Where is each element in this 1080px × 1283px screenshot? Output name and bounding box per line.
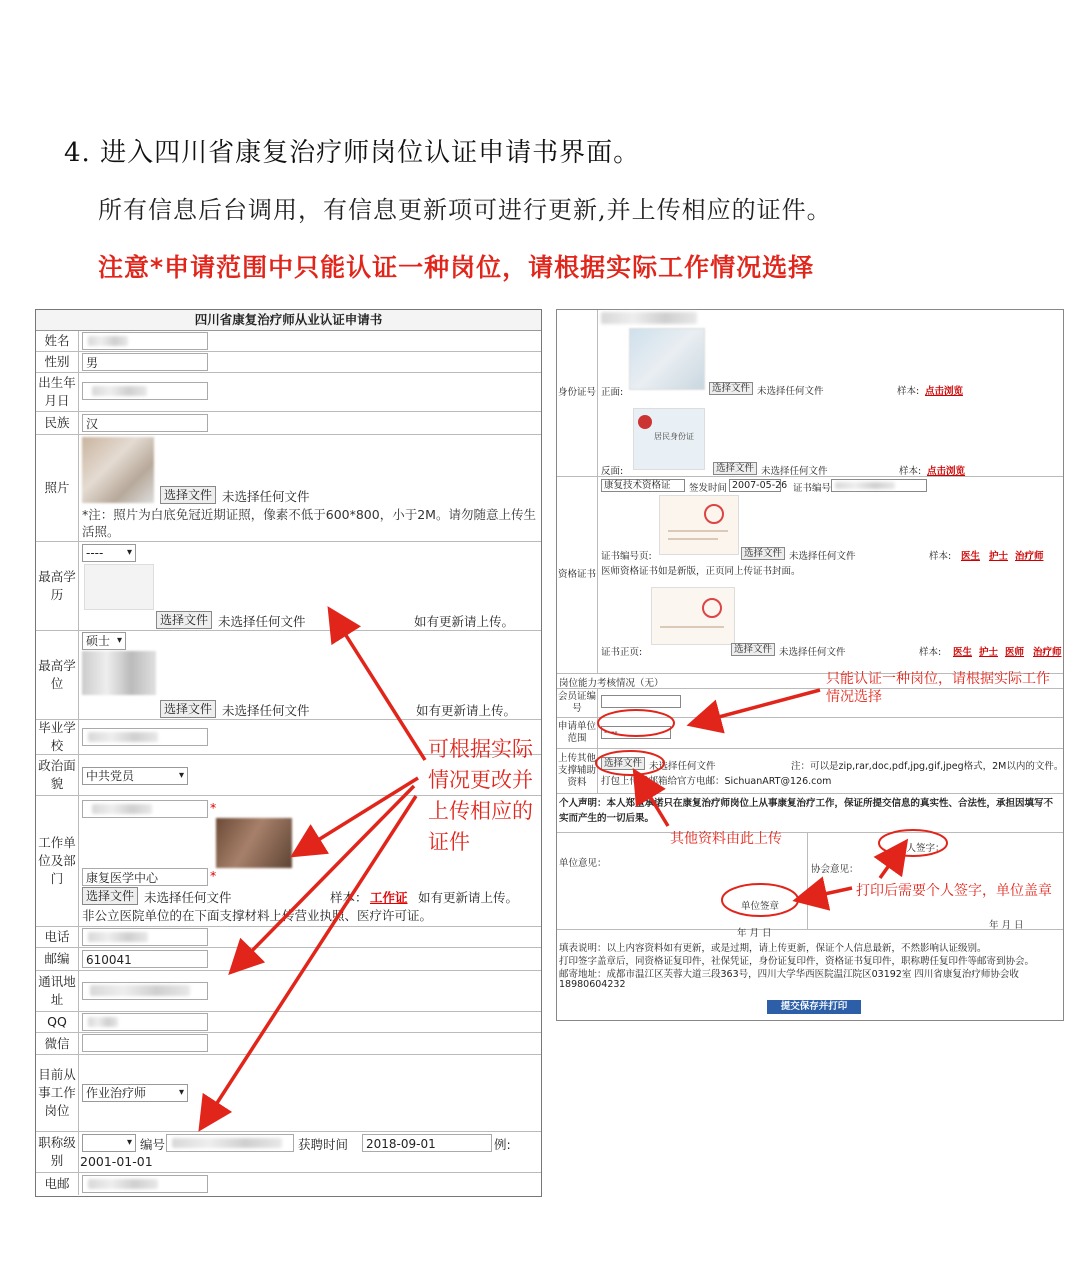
id-back-view-link[interactable]: 点击浏览 [927, 466, 966, 477]
label-id-number: 身份证号 [557, 310, 598, 476]
row-education [36, 542, 541, 631]
cert-page-sample-label: 样本: [929, 551, 952, 562]
sign-time-input[interactable]: 2007-05-26 [729, 479, 781, 492]
upload-no-file: 未选择任何文件 [649, 761, 716, 772]
label-gender: 性别 [36, 352, 79, 372]
label-position: 目前从事工作岗位 [36, 1055, 79, 1131]
obtain-time-input[interactable]: 2018-09-01 [362, 1134, 492, 1152]
cert-main-file-button[interactable]: 选择文件 [731, 643, 775, 656]
personal-sign-label: 个人签字： [897, 843, 945, 854]
submit-print-button[interactable]: 提交保存并打印 [767, 1000, 861, 1014]
fill-note-3: 邮寄地址：成都市温江区芙蓉大道三段363号，四川大学华西医院温江院区03192室 四川省康复治疗师协会收 [559, 969, 1019, 980]
label-email: 电邮 [36, 1173, 79, 1195]
step-number: 4. [64, 138, 91, 168]
step-title-text: 进入四川省康复治疗师岗位认证申请书界面。 [100, 138, 641, 168]
annotation-line-3: 上传相应的 [428, 799, 533, 823]
obtain-time-label: 获聘时间 [298, 1137, 349, 1152]
work-card-preview [216, 818, 292, 868]
annotation-update-hint [428, 734, 533, 858]
unit-stamp-label: 单位签章 [741, 901, 780, 912]
row-address [36, 971, 541, 1012]
row-qq [36, 1012, 541, 1033]
row-birth [36, 373, 541, 412]
postcode-input[interactable]: 610041 [82, 950, 208, 968]
label-name: 姓名 [36, 331, 79, 351]
member-input[interactable] [601, 695, 681, 708]
sample-link-nurse[interactable]: 护士 [989, 551, 1009, 562]
work-unit-update-hint: 如有更新请上传。 [418, 890, 519, 905]
work-unit-file-button[interactable]: 选择文件 [82, 887, 138, 905]
cert-main-label: 证书正页: [601, 647, 643, 658]
work-unit-no-file: 未选择任何文件 [144, 890, 232, 905]
unit-date: 年 月 日 [737, 928, 772, 939]
label-school: 毕业学校 [36, 720, 79, 754]
sample2-link-physician[interactable]: 医师 [1005, 647, 1025, 658]
degree-file-button[interactable]: 选择文件 [160, 700, 216, 718]
sample-link-doctor[interactable]: 医生 [961, 551, 981, 562]
annotation-line-4: 证件 [428, 830, 470, 854]
wechat-input[interactable] [82, 1034, 208, 1052]
label-upload: 上传其他支撑辅助资料 [557, 749, 598, 793]
declaration-text: 个人声明：本人郑重承诺只在康复治疗师岗位上从事康复治疗工作，保证所提交信息的真实性、合法性，承担因填写不实而产生的一切后果。 [559, 798, 1054, 824]
education-select[interactable]: ---- ▾ [82, 544, 136, 562]
back-label: 反面: [601, 466, 624, 477]
id-front-preview [629, 328, 705, 390]
row-qualification [557, 477, 1063, 674]
notice-text: 注意*申请范围中只能认证一种岗位，请根据实际工作情况选择 [98, 253, 815, 282]
degree-no-file: 未选择任何文件 [222, 703, 310, 718]
fill-note-4: 18980604232 [559, 979, 626, 990]
id-back-preview [633, 408, 705, 470]
label-member: 会员证编号 [557, 689, 598, 717]
cert-page-label: 证书编号页: [601, 551, 652, 562]
department-input[interactable]: 康复医学中心 [82, 868, 208, 886]
label-scope: 申请单位范围 [557, 718, 598, 748]
label-degree: 最高学位 [36, 631, 79, 719]
title-level-select[interactable] [82, 1134, 136, 1152]
cert-main-sample-label: 样本: [919, 647, 942, 658]
required-mark-icon-2: * [210, 868, 217, 883]
step-title [64, 132, 640, 169]
label-political: 政治面貌 [36, 755, 79, 795]
photo-no-file: 未选择任何文件 [222, 489, 310, 504]
required-mark-icon: * [210, 800, 217, 815]
id-card-text: 居民身份证 [654, 432, 694, 441]
label-birth: 出生年月日 [36, 373, 79, 411]
photo-note: *注：照片为白底免冠近期证照，像素不低于600*800，小于2M。请勿随意上传生活照。 [82, 507, 536, 539]
row-degree [36, 631, 541, 720]
label-address: 通讯地址 [36, 971, 79, 1011]
row-phone [36, 927, 541, 948]
annotation-one-position-1: 只能认证一种岗位，请根据实际工作 [826, 671, 1050, 687]
label-education: 最高学历 [36, 542, 79, 630]
row-id-card [557, 310, 1063, 477]
label-wechat: 微信 [36, 1033, 79, 1054]
row-postcode [36, 948, 541, 971]
row-email [36, 1173, 541, 1195]
annotation-line-2: 情况更改并 [428, 768, 533, 792]
gender-input[interactable]: 男 [82, 353, 208, 371]
example-label: 例: [494, 1137, 511, 1152]
front-label: 正面: [601, 387, 624, 398]
row-ethnic [36, 412, 541, 435]
sample2-link-nurse[interactable]: 护士 [979, 647, 999, 658]
id-front-no-file: 未选择任何文件 [757, 386, 824, 397]
assoc-date: 年 月 日 [989, 920, 1024, 931]
label-postcode: 邮编 [36, 948, 79, 970]
cert-page-no-file: 未选择任何文件 [789, 551, 856, 562]
education-no-file: 未选择任何文件 [218, 614, 306, 629]
label-phone: 电话 [36, 927, 79, 947]
form-title: 四川省康复治疗师从业认证申请书 [36, 310, 541, 331]
work-unit-sample-label: 样本： [330, 890, 368, 905]
row-wechat [36, 1033, 541, 1055]
cert-page-file-button[interactable]: 选择文件 [741, 547, 785, 560]
cert-main-preview [651, 587, 735, 645]
annotation-one-position-2: 情况选择 [826, 689, 882, 705]
ability-label: 岗位能力考核情况（无） [559, 678, 664, 689]
label-title-level: 职称级别 [36, 1132, 79, 1172]
qualification-select[interactable]: 康复技术资格证 [601, 479, 685, 492]
label-work-unit: 工作单位及部门 [36, 796, 79, 926]
example-date: 2001-01-01 [80, 1154, 153, 1169]
upload-note: 注：可以是zip,rar,doc,pdf,jpg,gif,jpeg格式，2M以内的文件。 [791, 761, 1064, 772]
row-name [36, 331, 541, 352]
id-back-no-file: 未选择任何文件 [761, 466, 828, 477]
id-back-file-button[interactable]: 选择文件 [713, 462, 757, 475]
work-card-sample-link[interactable]: 工作证 [370, 890, 408, 905]
cert-main-no-file: 未选择任何文件 [779, 647, 846, 658]
row-scope [557, 718, 1063, 749]
scope-select[interactable]: ---- [601, 726, 671, 739]
political-select[interactable]: 中共党员 ▾ [82, 767, 188, 785]
unit-opinion-label: 单位意见： [559, 858, 607, 869]
upload-file-button[interactable]: 选择文件 [601, 757, 645, 770]
id-front-sample-label: 样本: [897, 386, 920, 397]
cert-no-label: 证书编号 [793, 483, 832, 494]
education-update-hint: 如有更新请上传。 [414, 614, 515, 629]
cert-page-preview [659, 495, 739, 555]
assoc-opinion-label: 协会意见： [811, 864, 859, 875]
degree-select[interactable]: 硕士 ▾ [82, 632, 126, 650]
position-select[interactable]: 作业治疗师 ▾ [82, 1084, 188, 1102]
sample2-link-doctor[interactable]: 医生 [953, 647, 973, 658]
row-upload [557, 749, 1063, 794]
ethnic-input[interactable]: 汉 [82, 414, 208, 432]
education-file-button[interactable]: 选择文件 [156, 611, 212, 629]
sign-time-label: 签发时间 [689, 483, 728, 494]
fill-note-1: 填表说明：以上内容资料如有更新，或是过期，请上传更新，保证个人信息最新，不然影响认证级别。 [559, 943, 987, 954]
cert-note: 医师资格证书如是新版，正页同上传证书封面。 [601, 566, 801, 577]
education-preview [84, 564, 154, 610]
sample-link-therapist[interactable]: 治疗师 [1015, 551, 1044, 562]
number-label: 编号 [140, 1137, 166, 1152]
row-title-level [36, 1132, 541, 1173]
degree-update-hint: 如有更新请上传。 [416, 703, 517, 718]
label-qualification: 资格证书 [557, 477, 598, 673]
photo-preview [82, 437, 154, 503]
annotation-print-sign: 打印后需要个人签字，单位盖章 [856, 883, 1052, 899]
fill-note-2: 打印签字盖章后，同资格证复印件，社保凭证，身份证复印件，资格证书复印件，职称聘任复印件等邮寄到协会。 [559, 956, 1035, 967]
row-declaration [557, 794, 1063, 833]
label-ethnic: 民族 [36, 412, 79, 434]
annotation-one-position [826, 670, 1050, 706]
photo-file-button[interactable]: 选择文件 [160, 486, 216, 504]
id-front-file-button[interactable]: 选择文件 [709, 382, 753, 395]
annotation-other-materials: 其他资料由此上传 [670, 831, 782, 847]
row-position [36, 1055, 541, 1132]
annotation-line-1: 可根据实际 [428, 737, 533, 761]
id-front-view-link[interactable]: 点击浏览 [925, 386, 964, 397]
degree-preview [82, 651, 156, 695]
row-gender [36, 352, 541, 373]
work-unit-note: 非公立医院单位的在下面支撑材料上传营业执照、医疗许可证。 [82, 908, 433, 923]
label-photo: 照片 [36, 435, 79, 541]
sample2-link-therapist[interactable]: 治疗师 [1033, 647, 1062, 658]
id-back-sample-label: 样本: [899, 466, 922, 477]
intro-text: 所有信息后台调用，有信息更新项可进行更新,并上传相应的证件。 [98, 196, 832, 224]
label-qq: QQ [36, 1012, 79, 1032]
application-form-right [556, 309, 1064, 1021]
upload-contact: 打包上传或邮箱给官方电邮：SichuanART@126.com [601, 776, 832, 787]
row-photo [36, 435, 541, 542]
